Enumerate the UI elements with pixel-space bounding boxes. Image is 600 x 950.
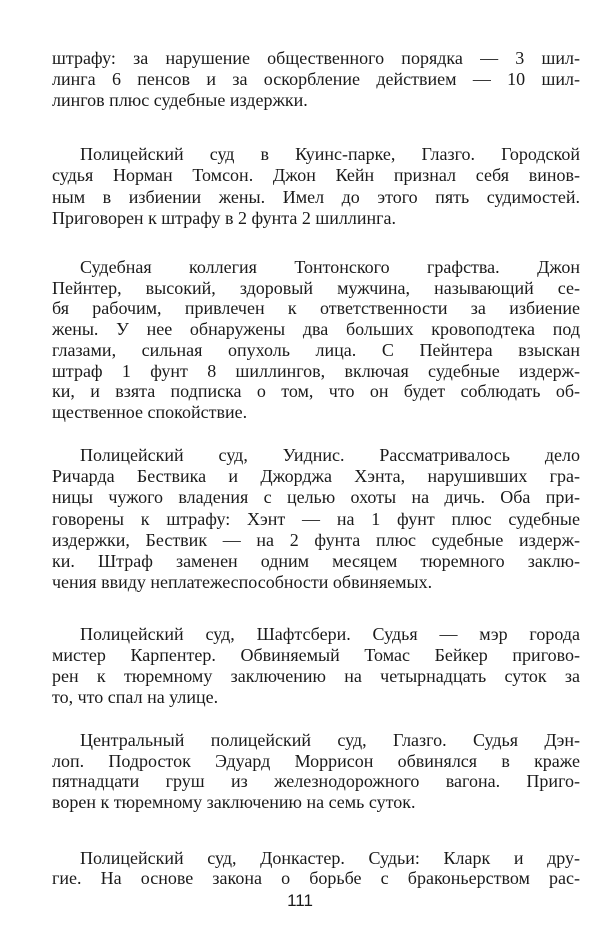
text-line: судья Норман Томсон. Джон Кейн признал себя винов- — [52, 165, 580, 186]
text-line: пятнадцати груш из железнодорожного вагона. Приго- — [52, 771, 580, 792]
text-line: глазами, сильная опухоль лица. С Пейнтера взыскан — [52, 339, 580, 360]
text-line: Полицейский суд, Донкастер. Судьи: Кларк и дру- — [80, 848, 580, 868]
text-line: то, что спал на улице. — [52, 687, 219, 707]
text-line: говорены к штрафу: Хэнт — на 1 фунт плюс судебные — [52, 508, 580, 529]
text-line: жены. У нее обнаружены два больших кровоподтека под — [52, 319, 580, 340]
text-line: лингов плюс судебные издержки. — [52, 90, 308, 110]
text-line: Полицейский суд в Куинс-парке, Глазго. Городской — [80, 144, 580, 164]
text-line: мистер Карпентер. Обвиняемый Томас Бейкер пригово- — [52, 645, 580, 665]
text-line: ворен к тюремному заключению на семь суток. — [52, 792, 416, 813]
text-line: штрафу: за нарушение общественного порядка — 3 шил- — [52, 48, 580, 68]
text-line: ным в избиении жены. Имел до этого пять судимостей. — [52, 186, 580, 207]
text-line: бя рабочим, привлечен к ответственности за избиение — [52, 298, 580, 319]
text-line: рен к тюремному заключению на четырнадцать суток за — [52, 666, 580, 686]
text-line: линга 6 пенсов и за оскорбление действием — 10 шил- — [52, 69, 580, 89]
text-line: щественное спокойствие. — [52, 401, 248, 422]
text-line: гие. На основе закона о борьбе с браконьерством рас- — [52, 868, 580, 888]
text-line: чения ввиду неплатежеспособности обвиняемых. — [52, 572, 433, 593]
text-line: издержки, Бествик — на 2 фунта плюс судебные издерж- — [52, 529, 580, 550]
page-number: 111 — [287, 891, 313, 910]
text-line: лоп. Подросток Эдуард Моррисон обвинялся в краже — [52, 750, 580, 771]
text-line: Центральный полицейский суд, Глазго. Судья Дэн- — [80, 730, 580, 750]
text-line: ки. Штраф заменен одним месяцем тюремного заклю- — [52, 551, 580, 571]
text-line: Пейнтер, высокий, здоровый мужчина, называющий се- — [52, 277, 580, 298]
text-line: ницы чужого владения с целью охоты на дичь. Оба при- — [52, 487, 580, 508]
text-line: Ричарда Бествика и Джорджа Хэнта, нарушивших гра- — [52, 466, 580, 487]
text-line: ки, и взята подписка о том, что он будет соблюдать об- — [52, 381, 580, 402]
text-line: Полицейский суд, Уиднис. Рассматривалось дело — [80, 445, 580, 465]
text-line: штраф 1 фунт 8 шиллингов, включая судебные издерж- — [52, 360, 580, 381]
text-line: Приговорен к штрафу в 2 фунта 2 шиллинга. — [52, 207, 396, 228]
text-line: Судебная коллегия Тонтонского графства. Джон — [80, 257, 580, 277]
text-line: Полицейский суд, Шафтсбери. Судья — мэр города — [80, 624, 580, 644]
